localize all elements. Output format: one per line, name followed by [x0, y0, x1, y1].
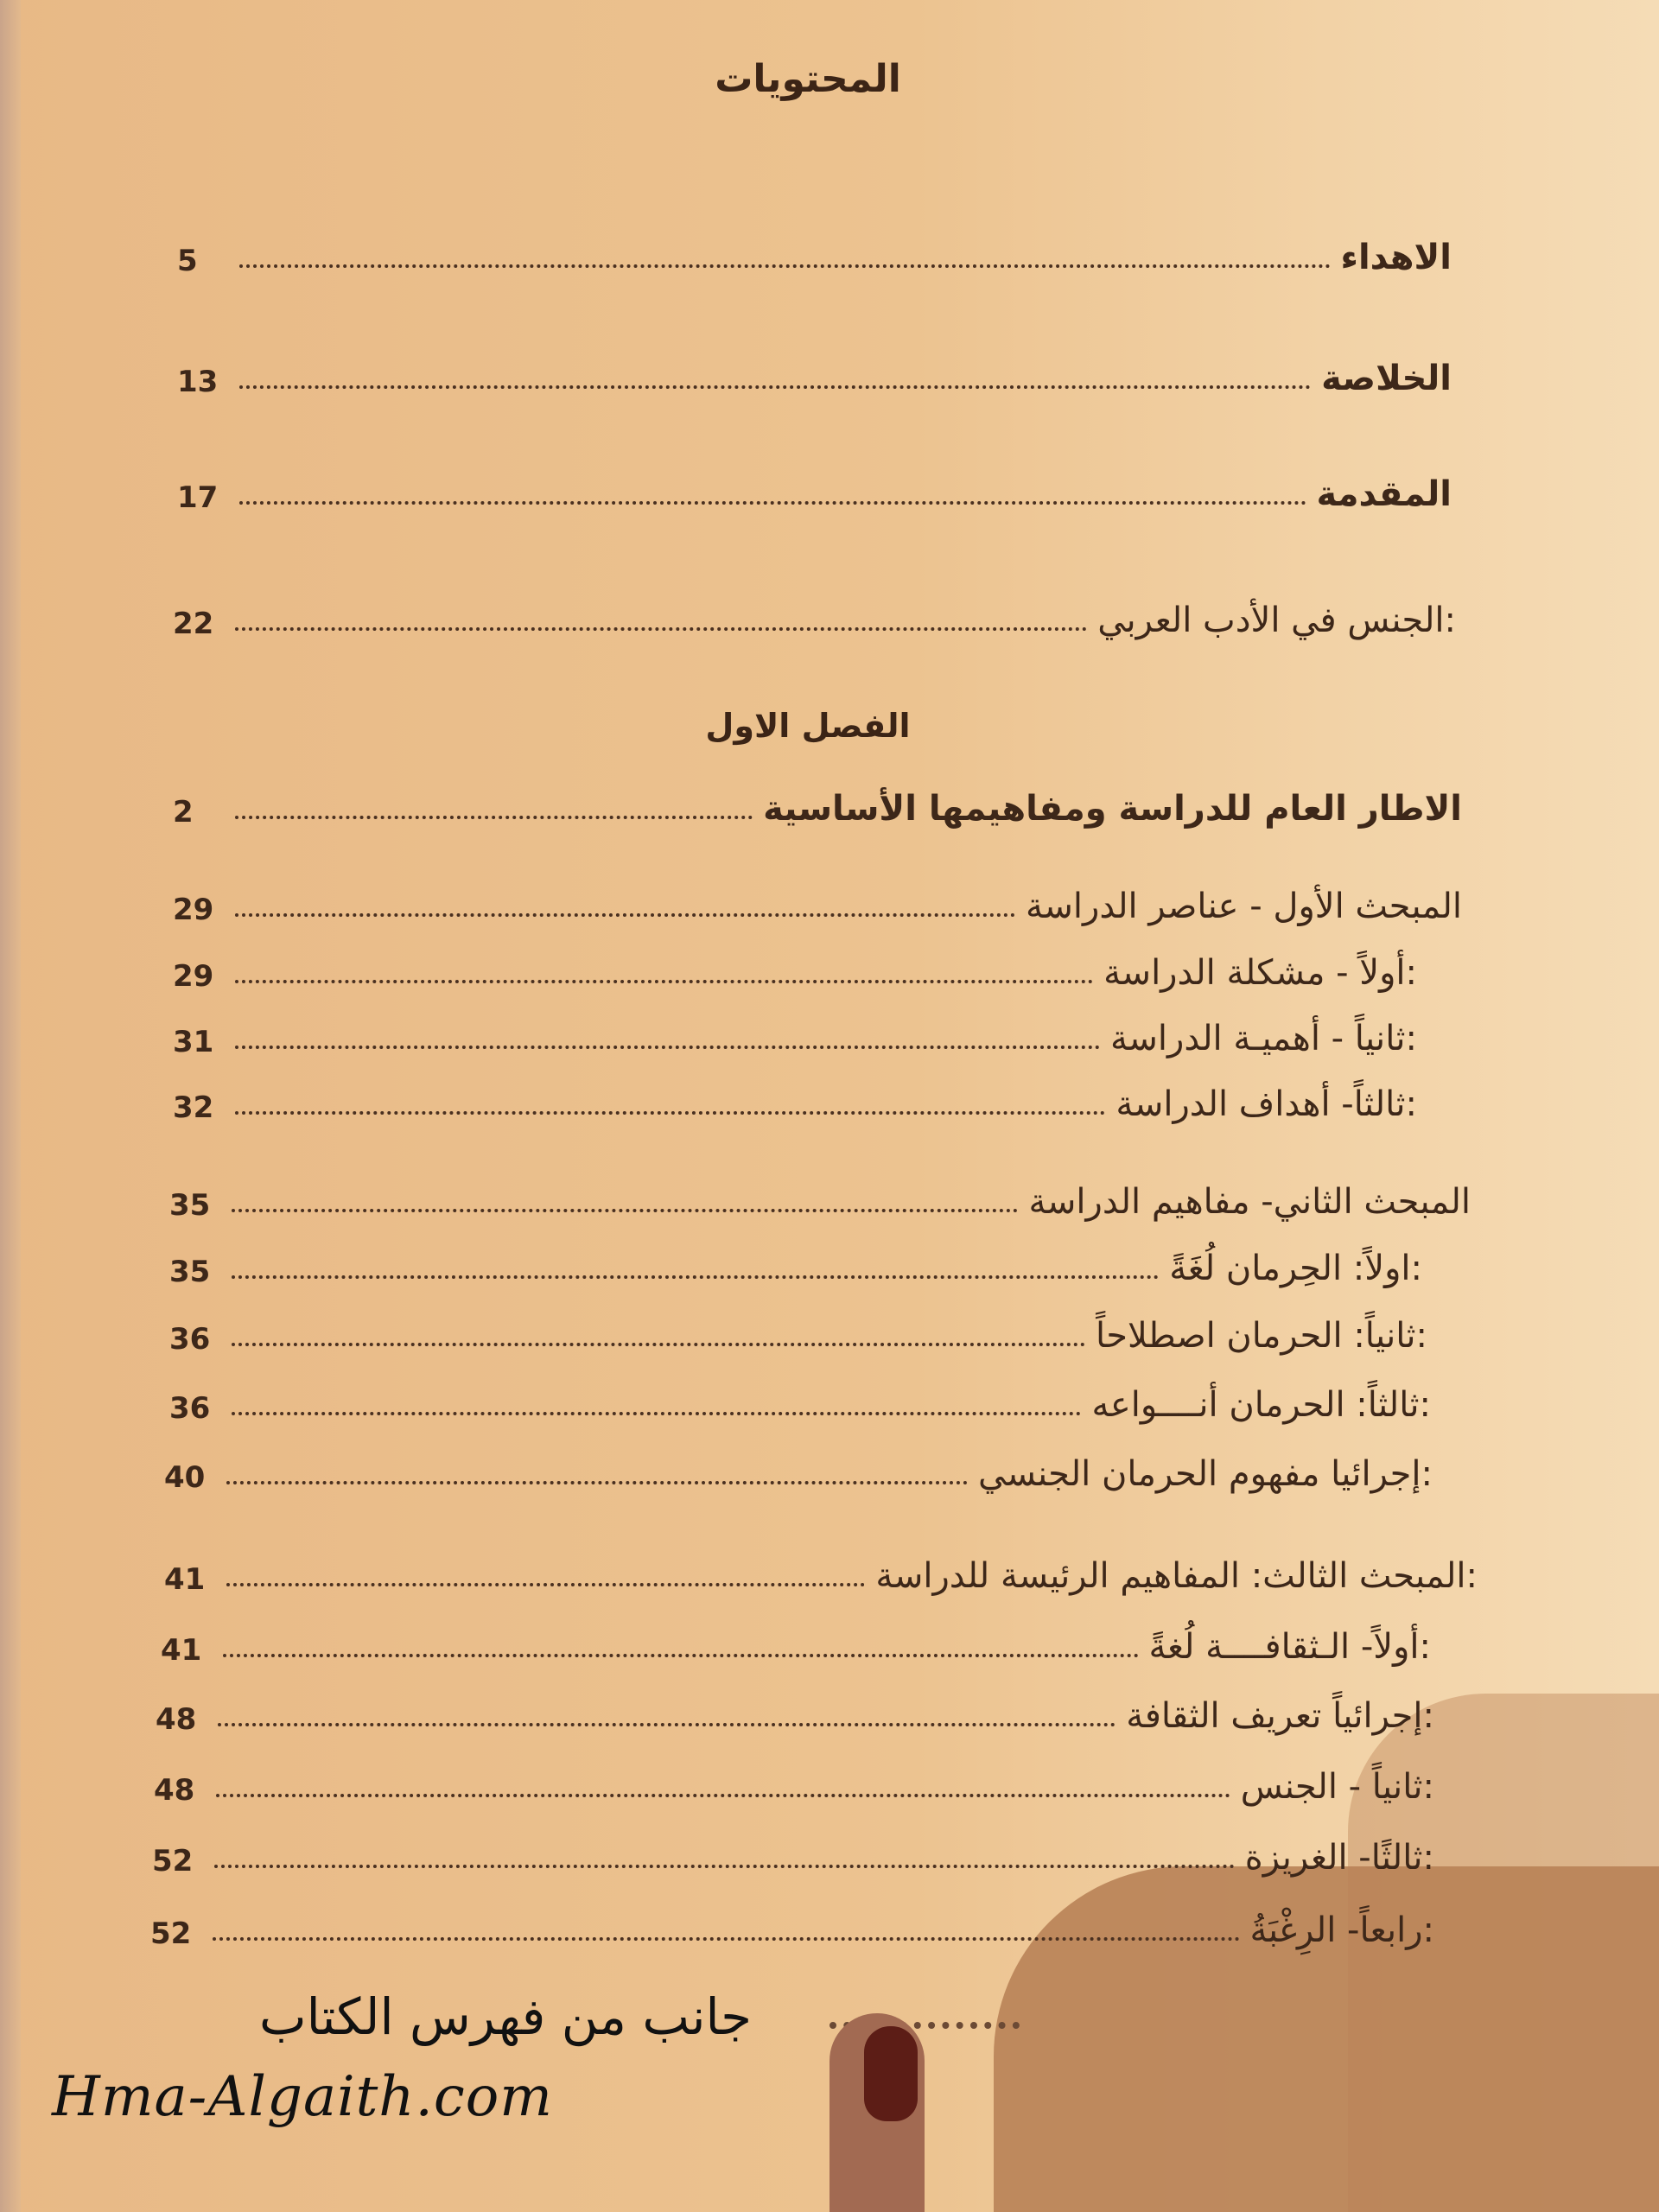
toc-entry-title: الاهداء	[1340, 238, 1452, 277]
toc-entry	[173, 867, 1462, 927]
fingernail	[864, 2026, 918, 2121]
toc-entry	[169, 1365, 1431, 1426]
toc-page-number: 29	[173, 893, 214, 927]
toc-entry	[164, 1434, 1433, 1495]
toc-entry	[173, 933, 1417, 994]
toc-entry	[164, 1536, 1478, 1597]
toc-page-number: 52	[150, 1916, 192, 1951]
chapter-heading: الفصل الاول	[705, 707, 911, 745]
toc-page-number: 13	[177, 365, 219, 399]
toc-page-number: 5	[177, 244, 198, 278]
toc-entry	[173, 999, 1417, 1059]
dot-leader	[235, 980, 1093, 983]
toc-entry-title: الخلاصة	[1321, 359, 1452, 398]
toc-entry	[169, 1296, 1427, 1357]
dot-leader	[235, 913, 1015, 917]
toc-entry-title: ثانياً: الحرمان اصطلاحاً:	[1096, 1316, 1427, 1356]
page-title: المحتويات	[715, 57, 901, 101]
dot-leader	[235, 816, 753, 819]
toc-entry-title: ثالثاً: الحرمان أنــــواعه:	[1091, 1385, 1431, 1425]
dot-leader	[235, 1046, 1100, 1049]
toc-page-number: 22	[173, 607, 214, 641]
dot-leader	[226, 1583, 865, 1586]
toc-entry	[169, 1229, 1422, 1289]
dot-leader	[235, 1111, 1105, 1115]
toc-entry	[150, 1891, 1434, 1951]
toc-entry	[154, 1747, 1434, 1808]
toc-page-number: 35	[169, 1188, 211, 1223]
dot-leader	[239, 385, 1311, 389]
toc-page-number: 52	[152, 1844, 194, 1878]
toc-page-number: 32	[173, 1090, 214, 1125]
toc-entry	[169, 1162, 1471, 1223]
image-caption: جانب من فهرس الكتاب	[259, 1987, 753, 2046]
toc-entry-title: رابعاً- الرِغْبَةُ:	[1249, 1910, 1434, 1950]
dot-leader	[232, 1343, 1085, 1346]
toc-entry-title: المبحث الثالث: المفاهيم الرئيسة للدراسة:	[875, 1556, 1478, 1596]
toc-entry	[173, 1065, 1417, 1125]
toc-entry-title: ثالثًا- الغريزة:	[1244, 1838, 1434, 1878]
toc-entry-title: اولاً: الحِرمان لُغَةً:	[1169, 1249, 1422, 1288]
toc-entry	[152, 1818, 1434, 1878]
toc-entry-title: ثانياً - الجنس:	[1240, 1767, 1434, 1807]
toc-page-number: 48	[154, 1773, 195, 1808]
watermark-text: Hma-Algaith.com	[52, 2065, 553, 2129]
toc-entry-title: إجرائياً تعريف الثقافة:	[1126, 1696, 1434, 1736]
dot-leader	[223, 1654, 1139, 1657]
toc-page-number: 36	[169, 1391, 211, 1426]
dot-leader	[232, 1209, 1018, 1212]
toc-entry-title: المبحث الأول - عناصر الدراسة	[1025, 887, 1462, 926]
toc-entry-title: المبحث الثاني- مفاهيم الدراسة	[1028, 1182, 1471, 1222]
toc-page-number: 41	[161, 1633, 202, 1668]
toc-page-number: 48	[156, 1702, 197, 1737]
toc-entry	[156, 1676, 1434, 1737]
dot-leader	[216, 1794, 1230, 1797]
dot-leader	[218, 1723, 1116, 1726]
dot-leader	[239, 501, 1306, 505]
toc-entry	[177, 218, 1452, 278]
toc-page-number: 35	[169, 1255, 211, 1289]
toc-entry-title: ثالثاً- أهداف الدراسة:	[1116, 1084, 1417, 1124]
toc-entry-title: الاطار العام للدراسة ومفاهيمها الأساسية	[763, 789, 1462, 829]
toc-entry	[173, 769, 1462, 830]
toc-entry-title: أولاً - مشكلة الدراسة:	[1103, 953, 1417, 993]
toc-page-number: 2	[173, 795, 194, 830]
toc-entry	[173, 581, 1456, 641]
dot-leader	[232, 1412, 1081, 1415]
toc-page-number: 31	[173, 1025, 214, 1059]
page-edge	[0, 0, 21, 2212]
toc-entry-title: إجرائيا مفهوم الحرمان الجنسي:	[978, 1454, 1433, 1494]
toc-page-number: 36	[169, 1322, 211, 1357]
toc-entry-title: ثانياً - أهميـة الدراسة:	[1109, 1019, 1417, 1058]
dot-leader	[214, 1865, 1235, 1868]
toc-entry-title: المقدمة	[1316, 474, 1452, 514]
dot-leader	[235, 627, 1087, 631]
dot-leader	[226, 1481, 968, 1484]
toc-entry-title: الجنس في الأدب العربي:	[1097, 601, 1456, 640]
toc-entry	[177, 339, 1452, 399]
toc-entry	[177, 454, 1452, 515]
toc-page-number: 41	[164, 1562, 206, 1597]
toc-entry	[161, 1607, 1431, 1668]
toc-page-number: 40	[164, 1460, 206, 1495]
toc-page-number: 29	[173, 959, 214, 994]
toc-page-number: 17	[177, 480, 219, 515]
dot-leader	[213, 1937, 1240, 1941]
dot-leader	[232, 1275, 1159, 1279]
dot-leader	[239, 264, 1331, 268]
toc-entry-title: أولاً- الـثقافــــة لُغةً:	[1148, 1627, 1431, 1667]
